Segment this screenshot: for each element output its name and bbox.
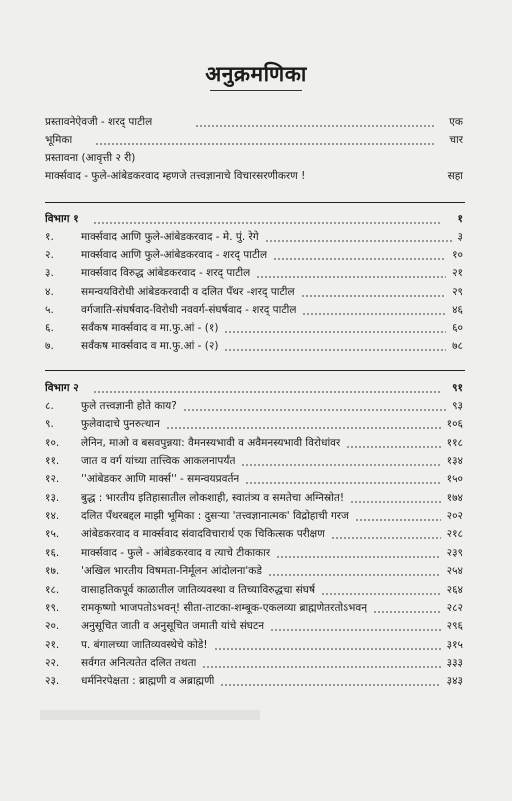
toc-entry-page: ३४३ — [446, 675, 463, 688]
toc-entry-text: फुलेवादाचे पुनरुत्थान — [81, 418, 160, 431]
toc-entry-text: रामकृष्णो भाजपतोऽभवन्! सीता-ताटका-शम्बूक-एकलव्या ब्राह्मणेतरतोऽभवन् — [81, 601, 368, 614]
toc-entry-page: ३ — [457, 231, 463, 243]
leader-dots — [166, 415, 441, 433]
toc-entry — [45, 489, 463, 507]
toc-entry — [45, 470, 463, 488]
section-heading-page: ९१ — [452, 382, 463, 394]
toc-entry-number: २१. — [45, 638, 60, 651]
leader-dots — [214, 636, 441, 654]
toc-entry-page: २५४ — [446, 565, 463, 578]
toc-entry-text: सर्वंकष मार्क्सवाद व मा.फु.आं - (२) — [81, 340, 219, 353]
toc-entry-number: १०. — [45, 436, 60, 449]
leader-dots — [256, 264, 446, 282]
toc-entry-page: १० — [452, 249, 463, 262]
leader-dots — [321, 581, 441, 599]
toc-entry-text: 'अखिल भारतीय विषमता-निर्मूलन आंदोलना'कडे — [81, 565, 262, 578]
toc-entry-page: २१ — [452, 267, 463, 280]
toc-entry-page: २१८ — [446, 528, 463, 541]
toc-entry-page: १३४ — [446, 455, 463, 468]
toc-entry — [45, 654, 463, 672]
toc-entry — [45, 228, 463, 246]
leader-dots — [268, 562, 441, 580]
leader-dots — [276, 544, 441, 562]
section-heading-text: विभाग १ — [45, 213, 79, 225]
section-divider — [45, 370, 465, 371]
toc-entry-text: मार्क्सवाद - फुले-आंबेडकरवाद म्हणजे तत्त्वज्ञानाचे विचारसरणीकरण ! — [45, 170, 306, 182]
toc-entry-number: १६. — [45, 546, 60, 559]
toc-entry — [45, 434, 463, 452]
toc-entry-page: ३१५ — [446, 638, 463, 651]
toc-entry — [45, 525, 463, 543]
leader-dots — [241, 452, 441, 470]
toc-entry-number: ६. — [45, 322, 54, 334]
toc-entry — [45, 337, 463, 355]
toc-entry — [45, 397, 463, 415]
toc-entry-number: १२. — [45, 473, 60, 486]
toc-entry-text: ''आंबेडकर आणि मार्क्स'' - समन्वयप्रवर्तन — [81, 473, 240, 486]
toc-entry-page: १५० — [446, 473, 463, 486]
toc-entry-text: लेनिन, माओ व बसवपुन्नया: वैमनस्यभावी व अवैमनस्यभावी विरोधांवर — [81, 436, 341, 449]
toc-entry — [45, 246, 463, 264]
toc-entry-page: २९ — [452, 285, 463, 298]
leader-dots — [93, 379, 441, 397]
toc-entry-number: ९. — [45, 418, 54, 431]
toc-entry — [45, 283, 463, 301]
toc-entry-text: जात व वर्ग यांच्या तात्त्विक आकलनापर्यंत — [81, 455, 236, 468]
toc-entry — [45, 562, 463, 580]
section-heading-text: विभाग २ — [45, 382, 79, 394]
toc-entry-page: ६० — [452, 322, 463, 334]
toc-entry-text: मार्क्सवाद विरुद्ध आंबेडकरवाद - शरद् पाटील — [81, 267, 251, 280]
toc-entry-number: २२. — [45, 656, 60, 669]
toc-entry-page: ७८ — [452, 340, 463, 353]
toc-entry-text: सर्वगत अनित्यतेत दलित तथता — [81, 656, 197, 669]
section-heading — [45, 379, 463, 397]
toc-entry-page: २६४ — [446, 583, 463, 596]
toc-entry-text: दलित पँथरबद्दल माझी भूमिका : दुसऱ्या 'तत्त्वज्ञानात्मक' विद्रोहाची गरज — [81, 510, 349, 523]
toc-entry — [45, 599, 463, 617]
toc-entry — [45, 301, 463, 319]
toc-entry — [45, 581, 463, 599]
leader-dots — [270, 617, 441, 635]
toc-entry-page: ९३ — [452, 400, 463, 412]
toc-entry-front — [45, 131, 463, 149]
toc-entry-page: १७४ — [446, 491, 463, 504]
toc-entry-page: चार — [449, 134, 463, 146]
title-underline — [210, 90, 302, 91]
toc-entry-text: मार्क्सवाद - फुले - आंबेडकरवाद व त्याचे टीकाकार — [81, 546, 271, 559]
leader-dots — [373, 599, 441, 617]
leader-dots — [195, 113, 435, 131]
toc-entry-front — [45, 149, 463, 167]
toc-entry-text: आंबेडकरवाद व मार्क्सवाद संवादविचारार्थ एक चिकित्सक परीक्षण — [81, 528, 325, 541]
toc-entry-number: १३. — [45, 491, 60, 504]
toc-entry-page: २०२ — [446, 510, 463, 523]
leader-dots — [245, 470, 441, 488]
toc-entry-text: वर्गजाति-संघर्षवाद-विरोधी नववर्ग-संघर्षवाद - शरद् पाटील — [81, 303, 297, 316]
toc-entry-text: वासाहतिकपूर्व काळातील जातिव्यवस्था व तिच्याविरुद्धचा संघर्ष — [81, 583, 316, 596]
toc-entry-front — [45, 167, 463, 185]
toc-entry-number: ७. — [45, 340, 54, 353]
leader-dots — [350, 489, 441, 507]
toc-entry-page: ४६ — [452, 303, 463, 316]
toc-entry-text: प्रस्तावनेऐवजी - शरद् पाटील — [45, 116, 153, 128]
toc-entry-page: ३३३ — [446, 656, 463, 669]
toc-entry-text: प. बंगालच्या जातिव्यवस्थेचे कोडे! — [81, 638, 208, 651]
toc-entry-page: एक — [449, 116, 463, 128]
leader-dots — [301, 283, 446, 301]
toc-entry-text: मार्क्सवाद आणि फुले-आंबेडकरवाद - मे. पुं. रेगे — [81, 231, 259, 243]
toc-entry — [45, 617, 463, 635]
toc-entry-text: अनुसूचित जाती व अनुसूचित जमाती यांचे संघटन — [81, 620, 265, 633]
toc-entry-page: २३९ — [446, 546, 463, 559]
toc-entry-text: भूमिका — [45, 134, 73, 146]
toc-entry-number: १७. — [45, 565, 60, 578]
toc-entry-text: प्रस्तावना (आवृत्ती २ री) — [45, 152, 136, 164]
toc-entry-number: ३. — [45, 267, 54, 280]
bleed-through-shadow — [40, 710, 260, 720]
toc-entry-text: समन्वयविरोधी आंबेडकरवादी व दलित पँथर -शरद् पाटील — [81, 285, 295, 298]
toc-entry-text: धर्मनिरपेक्षता : ब्राह्मणी व अब्राह्मणी — [81, 675, 215, 688]
leader-dots — [355, 507, 441, 525]
leader-dots — [202, 654, 441, 672]
toc-entry — [45, 636, 463, 654]
leader-dots — [183, 397, 446, 415]
toc-entry-page: २९६ — [446, 620, 463, 633]
toc-entry — [45, 507, 463, 525]
toc-entry-page: सहा — [447, 170, 463, 182]
section-heading — [45, 210, 463, 228]
toc-entry-number: १. — [45, 231, 54, 243]
leader-dots — [95, 131, 435, 149]
toc-entry — [45, 544, 463, 562]
toc-entry-number: ४. — [45, 285, 54, 298]
toc-entry-text: सर्वंकष मार्क्सवाद व मा.फु.आं - (१) — [81, 322, 219, 334]
toc-entry-number: १४. — [45, 510, 60, 523]
toc-entry-text: मार्क्सवाद आणि फुले-आंबेडकरवाद - शरद् पाटील — [81, 249, 268, 262]
leader-dots — [346, 434, 441, 452]
leader-dots — [273, 246, 446, 264]
leader-dots — [220, 672, 441, 690]
toc-entry-page: २८२ — [446, 601, 463, 614]
toc-entry-number: ११. — [45, 455, 60, 468]
toc-entry-page: १०६ — [446, 418, 463, 431]
toc-entry-text: फुले तत्त्वज्ञानी होते काय? — [81, 400, 177, 412]
leader-dots — [224, 337, 446, 355]
section-divider — [45, 202, 465, 203]
leader-dots — [224, 319, 446, 337]
toc-entry-number: १९. — [45, 601, 60, 614]
toc-entry-text: बुद्ध : भारतीय इतिहासातील लोकशाही, स्वातंत्र्य व समतेचा अग्निस्रोत! — [81, 491, 345, 504]
toc-entry-number: २३. — [45, 675, 60, 688]
leader-dots — [331, 525, 441, 543]
toc-entry-page: ११८ — [446, 436, 463, 449]
toc-entry — [45, 415, 463, 433]
toc-entry-number: २. — [45, 249, 54, 262]
section-heading-page: १ — [457, 213, 463, 225]
leader-dots — [265, 228, 452, 246]
toc-entry-number: १८. — [45, 583, 60, 596]
toc-entry-number: ८. — [45, 400, 54, 412]
toc-entry — [45, 672, 463, 690]
leader-dots — [302, 301, 446, 319]
toc-entry — [45, 319, 463, 337]
leader-dots — [93, 210, 441, 228]
toc-entry — [45, 264, 463, 282]
toc-entry-number: २०. — [45, 620, 60, 633]
toc-entry-front — [45, 113, 463, 131]
toc-entry-number: ५. — [45, 303, 54, 316]
toc-entry-number: १५. — [45, 528, 60, 541]
toc-entry — [45, 452, 463, 470]
page-title: अनुक्रमणिका — [205, 62, 307, 86]
